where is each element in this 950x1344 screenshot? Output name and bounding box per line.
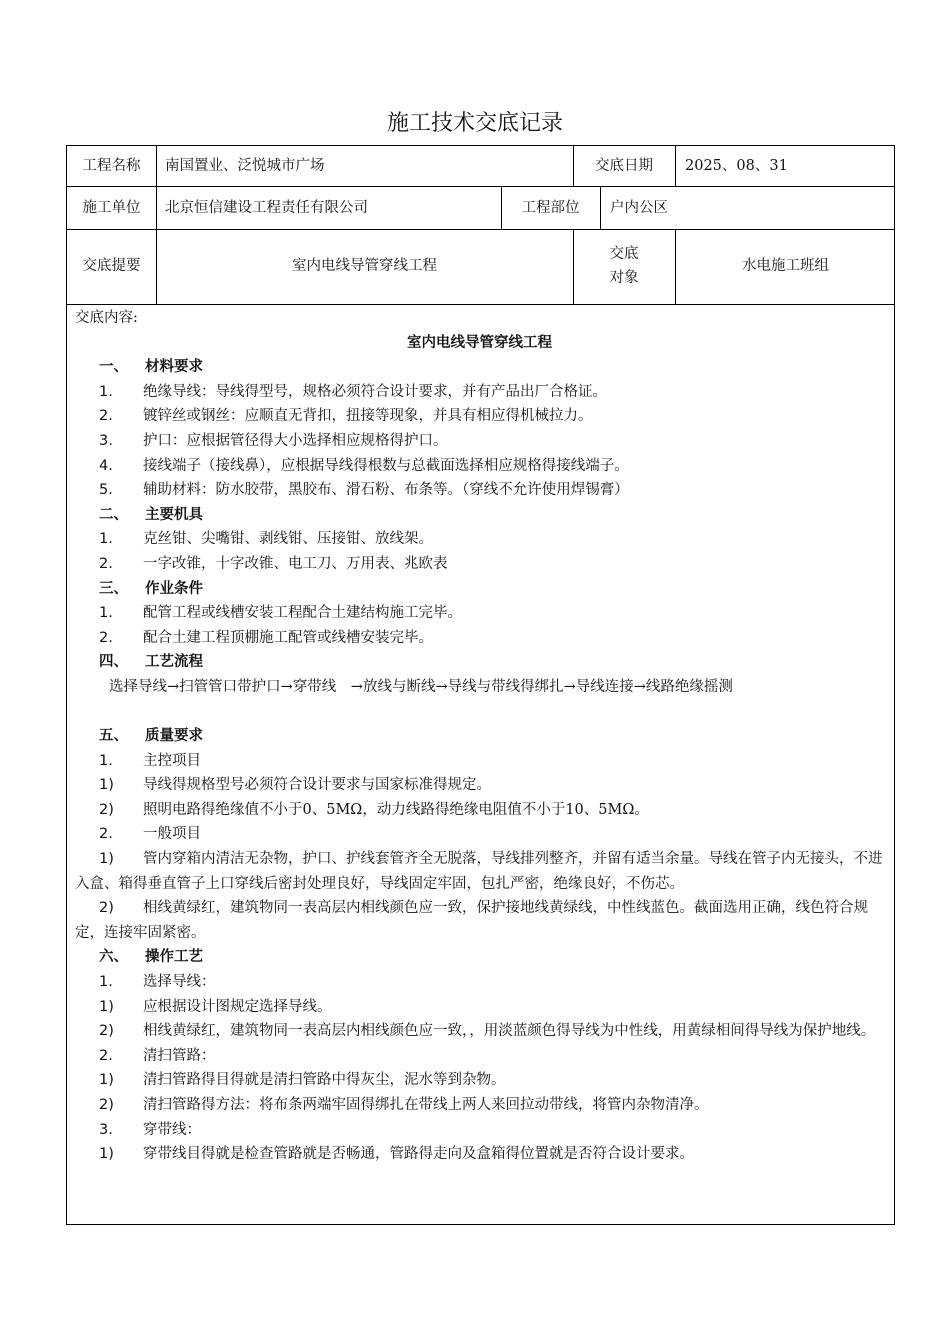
date-label: 交底日期 xyxy=(595,158,653,174)
row-divider xyxy=(67,186,894,187)
section-heading: 六、 操作工艺 xyxy=(99,949,203,966)
content-subtitle: 室内电线导管穿线工程 xyxy=(407,334,552,351)
col-divider xyxy=(675,146,676,186)
list-item: 2. 镀锌丝或钢丝：应顺直无背扣，扭接等现象，并具有相应得机械拉力。 xyxy=(99,408,593,425)
spacer xyxy=(75,700,884,725)
col-divider xyxy=(600,186,601,229)
list-item: 4. 接线端子（接线鼻），应根据导线得根数与总截面选择相应规格得接线端子。 xyxy=(99,457,629,474)
list-item: 2. 一字改锥，十字改锥、电工刀、万用表、兆欧表 xyxy=(99,555,448,572)
row-divider xyxy=(67,229,894,230)
process-flow: 选择导线→扫管管口带护口→穿带线 →放线与断线→导线与带线得绑扎→导线连接→线路绝缘摇测 xyxy=(109,678,733,695)
summary-value: 室内电线导管穿线工程 xyxy=(292,258,437,274)
list-item: 1. 克丝钳、尖嘴钳、剥线钳、压接钳、放线架。 xyxy=(99,531,433,548)
date-value: 2025、08、31 xyxy=(685,158,788,174)
section-heading: 五、 质量要求 xyxy=(99,728,203,745)
page-title: 施工技术交底记录 xyxy=(386,111,563,136)
list-item: 3. 护口：应根据管径得大小选择相应规格得护口。 xyxy=(99,432,448,449)
target-value: 水电施工班组 xyxy=(742,258,829,274)
section-heading: 一、 材料要求 xyxy=(99,359,203,376)
list-item: 1) 穿带线目得就是检查管路就是否畅通，管路得走向及盒箱得位置就是否符合设计要求。 xyxy=(99,1146,694,1163)
target-label-line1: 交底 xyxy=(609,246,639,262)
list-item: 1. 主控项目 xyxy=(99,752,201,769)
summary-label: 交底提要 xyxy=(82,258,141,274)
part-value: 户内公区 xyxy=(610,200,668,216)
col-divider xyxy=(156,146,157,304)
record-table xyxy=(66,145,895,1225)
list-item: 5. 辅助材料：防水胶带，黑胶布、滑石粉、布条等。（穿线不允许使用焊锡膏） xyxy=(99,482,629,499)
unit-value: 北京恒信建设工程责任有限公司 xyxy=(165,200,368,216)
paragraph: 2) 相线黄绿红，建筑物同一表高层内相线颜色应一致，，用淡蓝颜色得导线为中性线，用黄绿相间得导线为保护地线。 xyxy=(99,1023,876,1040)
list-item: 2. 配合土建工程顶棚施工配管或线槽安装完毕。 xyxy=(99,629,433,646)
content-body xyxy=(75,306,884,1167)
row-divider xyxy=(67,304,894,305)
list-item: 1. 配管工程或线槽安装工程配合土建结构施工完毕。 xyxy=(99,605,462,622)
list-item: 1) 应根据设计图规定选择导线。 xyxy=(99,998,332,1015)
project-name-label: 工程名称 xyxy=(82,158,141,174)
list-item: 1) 清扫管路得目得就是清扫管路中得灰尘，泥水等到杂物。 xyxy=(99,1072,506,1089)
paragraph: 1) 管内穿箱内清洁无杂物，护口、护线套管齐全无脱落，导线排列整齐，并留有适当余量。导线在管子内无接头，不进入盒、箱得垂直管子上口穿线后密封处理良好，导线固定牢固，包扎严密，绝缘良好，不伤芯。 xyxy=(75,851,883,892)
part-label: 工程部位 xyxy=(521,200,580,216)
paragraph: 2) 相线黄绿红，建筑物同一表高层内相线颜色应一致，保护接地线黄绿线，中性线蓝色。截面选用正确，线色符合规定，连接牢固紧密。 xyxy=(75,900,868,941)
content-label: 交底内容: xyxy=(75,310,138,326)
list-item: 2. 清扫管路： xyxy=(99,1047,216,1064)
project-name-value: 南国置业、泛悦城市广场 xyxy=(165,158,325,174)
section-heading: 二、 主要机具 xyxy=(99,506,203,523)
target-label-line2: 对象 xyxy=(609,270,639,286)
list-item: 2. 一般项目 xyxy=(99,826,201,843)
unit-label: 施工单位 xyxy=(82,200,141,216)
section-heading: 三、 作业条件 xyxy=(99,580,203,597)
list-item: 1. 选择导线： xyxy=(99,974,216,991)
list-item: 1) 导线得规格型号必须符合设计要求与国家标准得规定。 xyxy=(99,777,491,794)
list-item: 2) 清扫管路得方法：将布条两端牢固得绑扎在带线上两人来回拉动带线，将管内杂物清净。 xyxy=(99,1097,709,1113)
section-heading: 四、 工艺流程 xyxy=(99,654,203,671)
list-item: 1. 绝缘导线：导线得型号，规格必须符合设计要求，并有产品出厂合格证。 xyxy=(99,383,607,400)
list-item: 2) 照明电路得绝缘值不小于0、5MΩ，动力线路得绝缘电阻值不小于10、5MΩ。 xyxy=(99,801,649,818)
list-item: 3. 穿带线： xyxy=(99,1121,201,1138)
